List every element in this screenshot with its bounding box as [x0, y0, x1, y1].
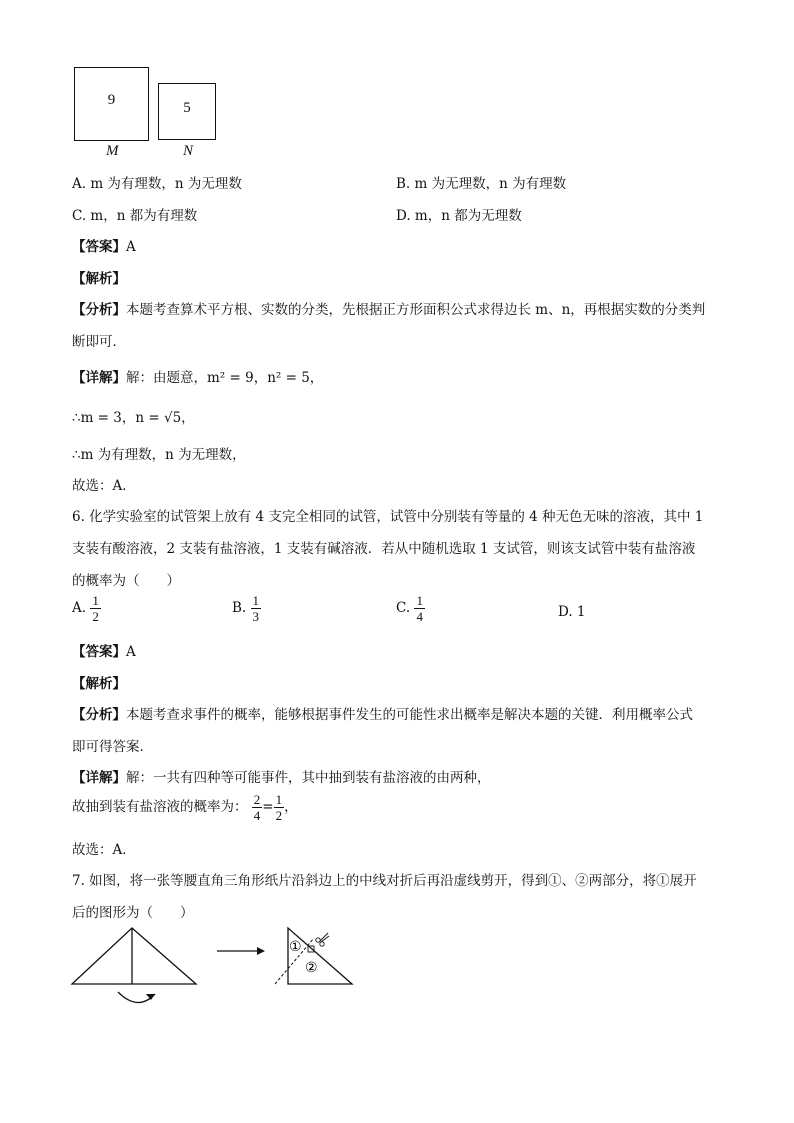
q7-stem-line1: 7. 如图，将一张等腰直角三角形纸片沿斜边上的中线对折后再沿虚线剪开，得到①、②两部分，将①展开	[72, 873, 697, 889]
square-m-value: 9	[107, 91, 116, 108]
square-n-value: 5	[183, 100, 191, 116]
q5-fenxi-tag: 【分析】	[72, 302, 126, 318]
q6-detail-fraction-1: $\frac{2}{4}$	[253, 792, 261, 823]
square-m	[74, 67, 149, 141]
q5-fenxi-line1: 【分析】本题考查算术平方根、实数的分类，先根据正方形面积公式求得边长 m、n，再根据实数的分类判	[72, 302, 706, 318]
q6-fenxi-line2: 即可得答案．	[72, 739, 153, 755]
q5-option-c[interactable]: C. m，n 都为有理数	[72, 208, 198, 224]
q6-option-c-fraction: $\frac{1}{4}$	[416, 593, 423, 624]
right-arrow-icon	[217, 947, 265, 955]
label-n: N	[183, 143, 194, 159]
q6-option-d[interactable]: D. 1	[558, 604, 586, 620]
q6-stem-line3: 的概率为（ ）	[72, 573, 180, 589]
q6-fenxi-line1: 【分析】本题考查求事件的概率，能够根据事件发生的可能性求出概率是解决本题的关键．利用概率公式	[72, 707, 693, 723]
q6-detail-line2: 故抽到装有盐溶液的概率为： $\frac{2}{4}$ = $\frac{1}{2}$ ，	[72, 792, 298, 823]
q6-option-b-fraction: $\frac{1}{3}$	[252, 593, 260, 624]
q6-stem-line1: 6. 化学实验室的试管架上放有 4 支完全相同的试管，试管中分别装有等量的 4 种无色无味的溶液，其中 1	[72, 509, 704, 525]
q5-option-b[interactable]: B. m 为无理数，n 为有理数	[396, 176, 567, 192]
q5-detail-line3: ∴m 为有理数，n 为无理数，	[72, 447, 246, 463]
isosceles-triangle	[72, 928, 196, 984]
q6-detail-fraction-2: $\frac{1}{2}$	[275, 792, 283, 823]
q5-choose: 故选：A．	[72, 478, 136, 494]
square-n	[158, 83, 216, 140]
q5-answer-tag: 【答案】	[72, 239, 126, 255]
label-m: M	[106, 143, 119, 159]
q7-stem-line2: 后的图形为（ ）	[72, 905, 194, 921]
q5-option-d[interactable]: D. m，n 都为无理数	[396, 208, 522, 224]
q5-analysis-tag: 【解析】	[72, 271, 126, 287]
q6-detail-line1: 【详解】解：一共有四种等可能事件，其中抽到装有盐溶液的由两种，	[72, 770, 491, 786]
fig-label-2: ②	[305, 961, 318, 976]
q6-answer	[72, 640, 136, 660]
fig-label-1: ①	[289, 940, 302, 955]
q6-option-a[interactable]: A. $\frac{1}{2}$	[72, 593, 99, 624]
q5-detail-line1: 【详解】解：由题意，m² = 9，n² = 5，	[72, 370, 324, 386]
q6-fenxi-tag: 【分析】	[72, 707, 126, 723]
q6-option-a-fraction: $\frac{1}{2}$	[92, 593, 99, 624]
q6-choose: 故选：A．	[72, 842, 136, 858]
q5-detail-tag: 【详解】	[72, 370, 126, 386]
scissors-icon	[316, 933, 329, 946]
q5-detail-line2: ∴m = 3，n = √5，	[72, 410, 195, 426]
q6-option-b[interactable]: B. $\frac{1}{3}$	[232, 593, 260, 624]
q6-answer-tag: 【答案】	[72, 644, 126, 660]
q7-figure	[60, 920, 370, 1020]
q6-answer-value: A	[126, 644, 136, 660]
q6-detail-tag: 【详解】	[72, 770, 126, 786]
q5-option-a[interactable]: A. m 为有理数，n 为无理数	[72, 176, 242, 192]
q6-option-c[interactable]: C. $\frac{1}{4}$	[396, 593, 423, 624]
q5-answer	[72, 235, 136, 255]
q6-analysis-tag: 【解析】	[72, 676, 126, 692]
q5-answer-value: A	[126, 239, 136, 255]
q5-fenxi-line2: 断即可．	[72, 334, 126, 350]
fold-arrowhead	[146, 994, 155, 1000]
q6-stem-line2: 支装有酸溶液，2 支装有盐溶液，1 支装有碱溶液．若从中随机选取 1 支试管，则该支试管中装有盐溶液	[72, 541, 696, 557]
